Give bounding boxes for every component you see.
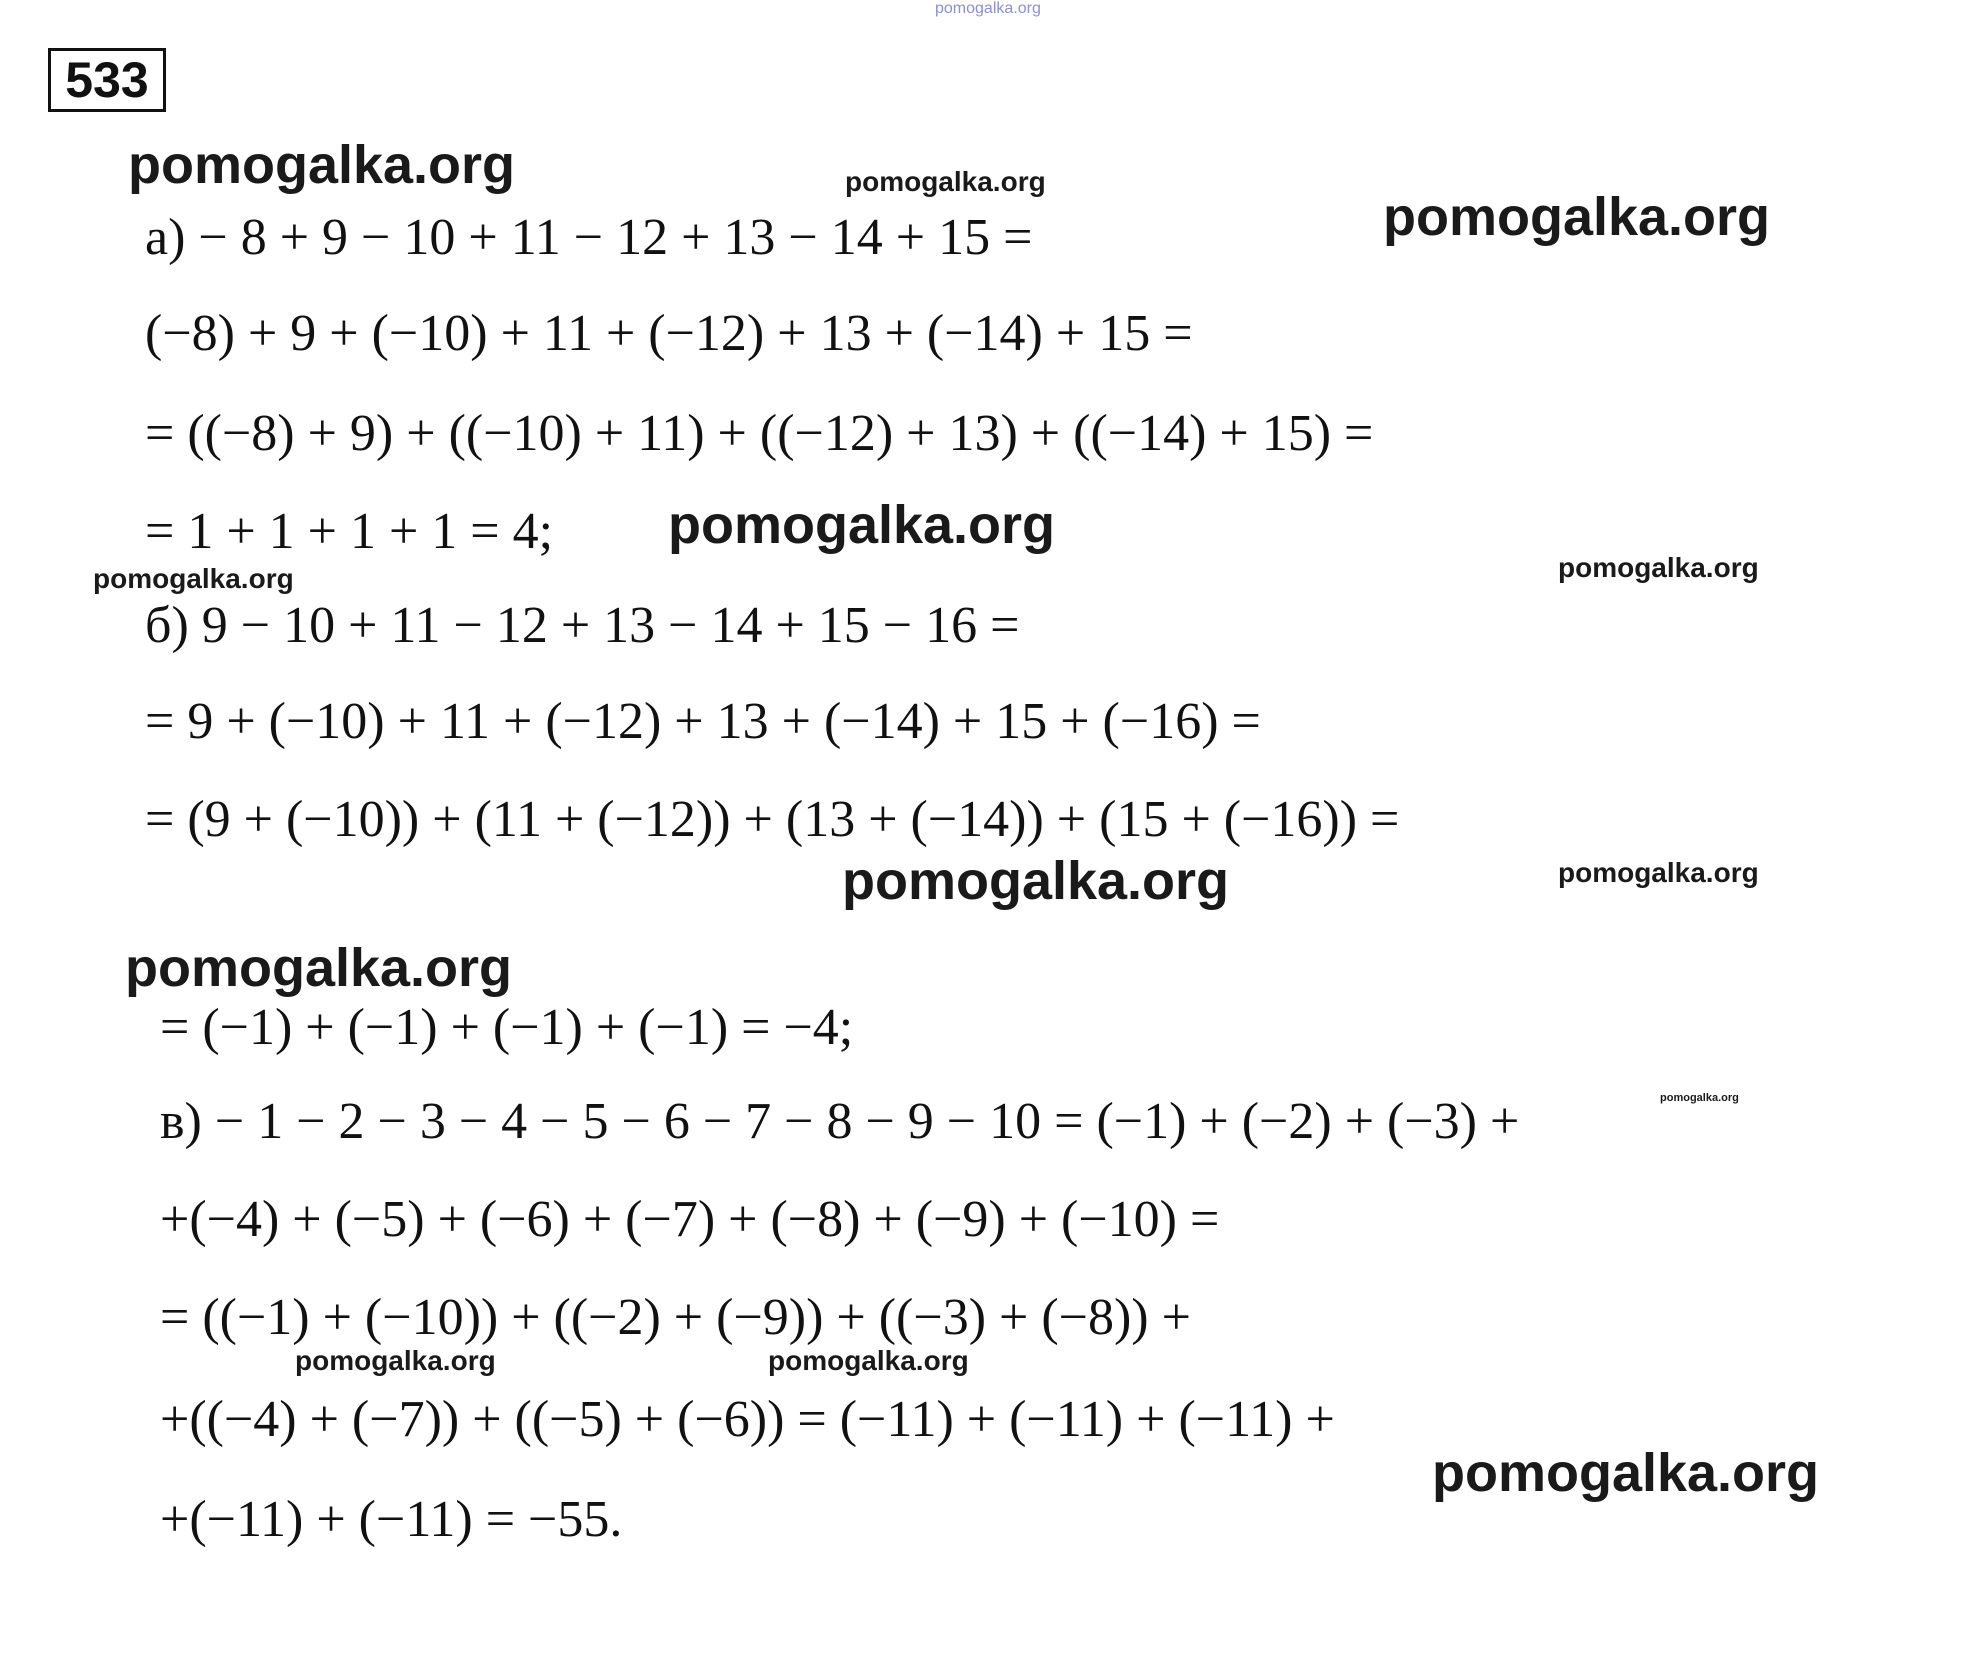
line-c5: +(−11) + (−11) = −55.: [160, 1491, 623, 1548]
problem-number: 533: [48, 48, 166, 112]
line-a2: (−8) + 9 + (−10) + 11 + (−12) + 13 + (−14) + 15 =: [145, 305, 1193, 362]
watermark: pomogalka.org: [845, 166, 1046, 197]
line-b2: = 9 + (−10) + 11 + (−12) + 13 + (−14) + 15 + (−16) =: [145, 693, 1261, 750]
watermark: pomogalka.org: [128, 135, 516, 195]
watermark: pomogalka.org: [1432, 1443, 1820, 1503]
line-a4: = 1 + 1 + 1 + 1 = 4;: [145, 503, 554, 560]
line-a3: = ((−8) + 9) + ((−10) + 11) + ((−12) + 13) + ((−14) + 15) =: [145, 405, 1374, 462]
line-b3: = (9 + (−10)) + (11 + (−12)) + (13 + (−14)) + (15 + (−16)) =: [145, 791, 1400, 848]
watermark: pomogalka.org: [668, 495, 1056, 555]
watermark: pomogalka.org: [1383, 187, 1771, 247]
watermark-top: pomogalka.org: [935, 0, 1041, 17]
watermark: pomogalka.org: [295, 1345, 496, 1376]
line-b4: = (−1) + (−1) + (−1) + (−1) = −4;: [160, 999, 854, 1056]
watermark: pomogalka.org: [768, 1345, 969, 1376]
line-c1: в) − 1 − 2 − 3 − 4 − 5 − 6 − 7 − 8 − 9 − 10 = (−1) + (−2) + (−3) +: [160, 1093, 1520, 1150]
line-c2: +(−4) + (−5) + (−6) + (−7) + (−8) + (−9) + (−10) =: [160, 1191, 1220, 1248]
watermark: pomogalka.org: [1558, 552, 1759, 583]
watermark: pomogalka.org: [1660, 1092, 1739, 1104]
watermark: pomogalka.org: [93, 563, 294, 594]
line-c4: +((−4) + (−7)) + ((−5) + (−6)) = (−11) + (−11) + (−11) +: [160, 1391, 1335, 1448]
watermark: pomogalka.org: [125, 938, 513, 998]
line-c3: = ((−1) + (−10)) + ((−2) + (−9)) + ((−3) + (−8)) +: [160, 1289, 1191, 1346]
watermark: pomogalka.org: [842, 851, 1230, 911]
line-b1: б) 9 − 10 + 11 − 12 + 13 − 14 + 15 − 16 =: [145, 597, 1020, 654]
watermark: pomogalka.org: [1558, 857, 1759, 888]
line-a1: а) − 8 + 9 − 10 + 11 − 12 + 13 − 14 + 15 =: [145, 209, 1033, 266]
